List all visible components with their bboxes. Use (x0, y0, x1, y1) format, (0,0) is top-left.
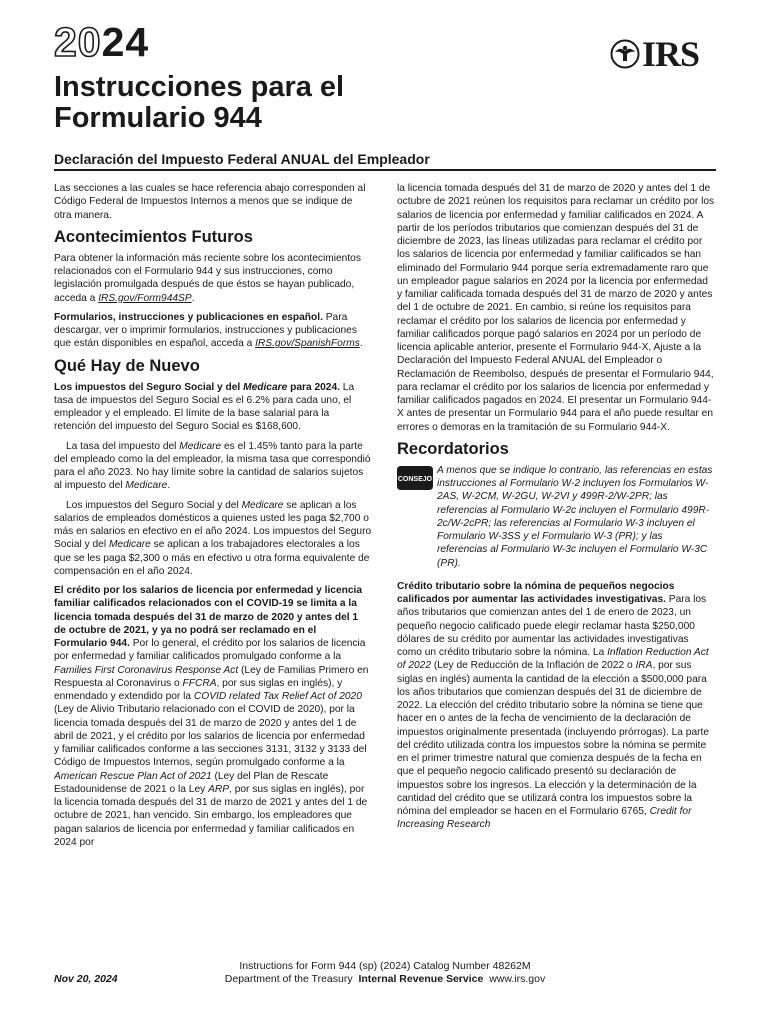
tip-box (397, 464, 715, 570)
future-paragraph (54, 252, 372, 305)
year-outline-digits: 20 (54, 19, 102, 65)
left-column (54, 182, 372, 952)
research-credit-heading: Crédito tributario sobre la nómina de pequeños negocios calificados por aumentar las actividades investigativas. (397, 580, 675, 605)
agency-line: Department of the Treasury Internal Revenue Service www.irs.gov (224, 973, 546, 985)
spanish-forms-link[interactable]: IRS.gov/SpanishForms (255, 338, 360, 350)
forms-period: . (359, 338, 363, 350)
medicare-paragraph: La tasa del impuesto del Medicare es el 1.45% tanto para la parte del empleado como la del empleador, la misma tasa que correspondió para el año 2023. No hay límite sobre la cantidad de salarios sujetos al impuesto del Medicare. (54, 440, 371, 492)
forms-text: Para descargar, ver o imprimir formularios, instrucciones y publicaciones que están disponibles en español, acceda a (54, 311, 357, 350)
footer-info (180, 960, 590, 986)
covid-credit-paragraph: El crédito por los salarios de licencia por enfermedad y licencia familiar calificados relacionados con el COVID-19 se limita a la licencia tomada después del 31 de marzo de 2020 y antes del 1 de octubre de 2021, y ya no podrá ser reclamado en el Formulario 944. Por lo general, el crédito por los salarios de licencia por enfermedad y familiar calificados promulgado conforme a la Families First Coronavirus Response Act (Ley de Familias Primero en Respuesta al Coronavirus o FFCRA, por sus siglas en inglés), y enmendado y extendido por la COVID related Tax Relief Act of 2020 (Ley de Alivio Tributario relacionado con el COVID de 2020), por la licencia tomada después del 31 de marzo de 2020 y antes del 1 de abril de 2021, y el crédito por los salarios de licencia por enfermedad y familiar calificados conforme a las secciones 3131, 3132 y 3133 del Código de Impuestos Internos, según promulgado conforme a la American Rescue Plan Act of 2021 (Ley del Plan de Rescate Estadounidense de 2021 o la Ley ARP, por sus siglas en inglés), por la licencia tomada después del 31 de marzo de 2021 y antes del 1 de octubre de 2021, han vencido. Sin embargo, los empleadores que pagan salarios de licencia por enfermedad y familiar calificados en 2024 por (54, 585, 369, 848)
page-subtitle: Declaración del Impuesto Federal ANUAL del Empleador (54, 151, 430, 167)
research-credit-paragraph: Crédito tributario sobre la nómina de pequeños negocios calificados por aumentar las actividades investigativas. Para los años tributarios que comienzan antes del 1 de enero de 2023, un pequeño negocio calificado puede elegir reclamar hasta $250,000 dólares de su crédito por aumentar las actividades investigativas como un crédito tributario sobre la nómina. La Inflation Reduction Act of 2022 (Ley de Reducción de la Inflación de 2022 o IRA, por sus siglas en inglés) aumenta la cantidad de la elección a $500,000 para los años tributarios que comienzan después del 31 de diciembre de 2022. La elección del crédito tributario sobre la nómina se tiene que hacer en o antes de la fecha de vencimiento de la declaración de impuestos originalmente presentada (incluyendo prórrogas). La parte del crédito utilizada contra los impuestos sobre la nómina se permite en el primer trimestre natural que comienza después de la fecha en que el pequeño negocio calificado presentó su declaración de impuestos sobre los ingresos. La elección y la determinación de la cantidad del crédito que se utilizará contra los impuestos sobre la nómina del empleador se hacen en el Formulario 6765, Credit for Increasing Research (397, 580, 710, 831)
tip-label: CONSEJO (397, 475, 433, 483)
intro-paragraph: Las secciones a las cuales se hace referencia abajo corresponden al Código Federal de Impuestos Internos a menos que se indique de otra manera. (54, 183, 366, 221)
page-title: Instrucciones para el Formulario 944 (54, 71, 345, 134)
heading-reminders: Recordatorios (397, 439, 509, 458)
ss-paragraph (54, 381, 372, 434)
future-text: Para obtener la información más reciente sobre los acontecimientos relacionados con el Formulario 944 y sus instrucciones, como legislación promulgada después de que éstos se hayan publicado, acceda a (54, 252, 361, 304)
household-paragraph: Los impuestos del Seguro Social y del Medicare se aplican a los salarios de empleados domésticos a quienes usted les paga $2,700 o más en salarios en efectivo en el año 2024. Los impuestos del Seguro Social y del Medicare se aplican a los trabajadores electorales a los que se les paga $2,300 o más en efectivo u otra forma equivalente de compensación en el año 2024. (54, 499, 372, 577)
title-divider (54, 169, 716, 171)
tip-icon (397, 466, 433, 490)
irs-logo-text: IRS (642, 34, 700, 74)
form944sp-link[interactable]: IRS.gov/Form944SP (98, 292, 192, 304)
future-period: . (191, 292, 195, 304)
ss-heading: Los impuestos del Seguro Social y del Medicare para 2024. (54, 381, 340, 393)
forms-paragraph (54, 311, 372, 351)
heading-whats-new: Qué Hay de Nuevo (54, 356, 200, 375)
forms-heading: Formularios, instrucciones y publicaciones en español. (54, 311, 323, 323)
tax-year (54, 20, 149, 64)
ss-text: La tasa de impuestos del Seguro Social es el 6.2% para cada uno, el empleador y el empleado. El límite de la base salarial para la retención del impuesto del Seguro Social es $168,600. (54, 381, 355, 433)
year-bold-digits: 24 (101, 19, 150, 65)
heading-future-developments: Acontecimientos Futuros (54, 227, 253, 246)
right-column (397, 182, 715, 952)
eagle-icon (610, 39, 640, 69)
covid-credit-heading: El crédito por los salarios de licencia por enfermedad y licencia familiar calificados relacionados con el COVID-19 se limita a la licencia tomada después del 31 de marzo de 2020 y antes del 1 de octubre de 2021, y ya no podrá ser reclamado en el Formulario 944. (54, 585, 363, 649)
irs-logo (610, 36, 699, 72)
continued-paragraph: la licencia tomada después del 31 de marzo de 2020 y antes del 1 de octubre de 2021 reúnen los requisitos para reclamar un crédito por los salarios de licencia por enfermedad y familiar calificados en 2024. A partir de los períodos tributarios que comienzan después del 31 de diciembre de 2023, las líneas utilizadas para reclamar el crédito por los salarios de licencia por enfermedad y familiar calificados se han eliminado del Formulario 944 porque sería extremadamente raro que un empleador pague salarios en 2024 por la licencia por enfermedad y familiar calificada tomada después del 31 de marzo de 2020 y antes del 1 de octubre de 2021. En cambio, si reúne los requisitos para reclamar el crédito por los salarios de licencia por enfermedad y familiar calificados porque pagó salarios en 2024 por un período de licencia aplicable anterior, presente el Formulario 944-X, Ajuste a la Declaración del Impuesto Federal ANUAL del Empleador o Reclamación de Reembolso, después de presentar el Formulario 944, para reclamar el crédito por los salarios de licencia por enfermedad y familiar calificados pagados en 2024. El presentar un Formulario 944-X antes de presentar un Formulario 944 para el año puede resultar en errores o demoras en la tramitación de su Formulario 944-X. (397, 183, 715, 433)
footer-date: Nov 20, 2024 (54, 973, 118, 985)
catalog-line: Instructions for Form 944 (sp) (2024) Catalog Number 48262M (239, 960, 531, 972)
tip-text: A menos que se indique lo contrario, las referencias en estas instrucciones al Formulario W-2 incluyen los Formularios W-2AS, W-2CM, W-2GU, W-2VI y 499R-2/W-2PR; las referencias al Formulario W-2c incluyen el Formulario 499R-2c/W-2cPR; las referencias al Formulario W-3 incluyen el Formulario W-3SS y el Formulario W-3 (PR); y las referencias al Formulario W-3c incluyen el Formulario W-3C (PR). (437, 464, 713, 569)
